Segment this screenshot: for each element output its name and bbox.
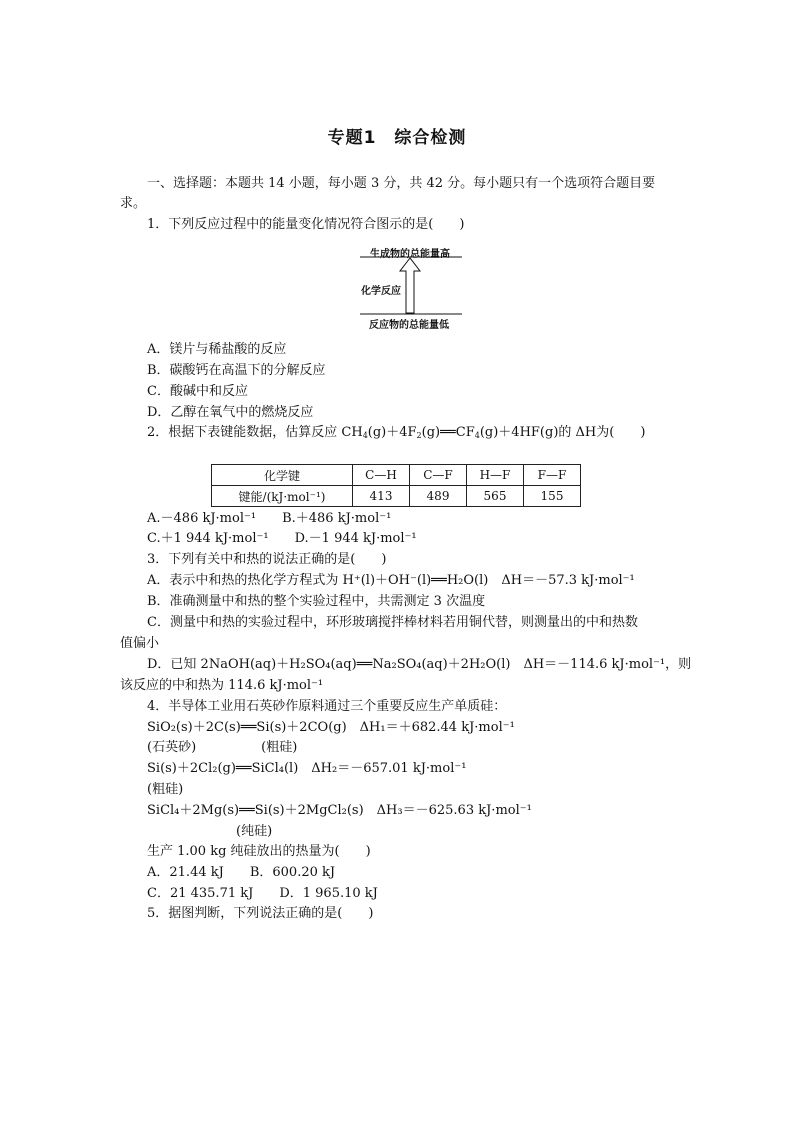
q2-stem-mid2: (g)══CF: [421, 425, 475, 440]
section-heading-line1: 一、选择题：本题共 14 小题，每小题 3 分，共 42 分。每小题只有一个选项符合题目要: [147, 176, 656, 191]
table-cell: 565: [467, 486, 524, 507]
diagram-top-label: 生成物的总能量高: [370, 249, 450, 260]
page-title: 专题1 综合检测: [327, 128, 467, 148]
q4-reaction-1: SiO₂(s)＋2C(s)══Si(s)＋2CO(g) ΔH₁＝＋682.44 kJ·mol⁻¹: [147, 720, 515, 735]
q5-stem: 5．据图判断，下列说法正确的是( ): [147, 906, 374, 921]
q2-stem-sub3: 4: [474, 431, 480, 440]
table-cell: 413: [353, 486, 410, 507]
q2-stem-sub2: 2: [416, 431, 422, 440]
q4-reaction-2-note: (粗硅): [147, 782, 184, 797]
q3-option-b: B．准确测量中和热的整个实验过程中，共需测定 3 次温度: [147, 594, 486, 609]
q3-option-a: A．表示中和热的热化学方程式为 H⁺(l)＋OH⁻(l)══H₂O(l) ΔH＝－57.3 kJ·mol⁻¹: [147, 573, 635, 588]
q2-stem-mid1: (g)＋4F: [367, 425, 417, 440]
q4-options-cd: C．21 435.71 kJ D．1 965.10 kJ: [147, 886, 378, 901]
q3-stem: 3．下列有关中和热的说法正确的是( ): [147, 552, 387, 567]
q3-option-c-line1: C．测量中和热的实验过程中，环形玻璃搅拌棒材料若用铜代替，则测量出的中和热数: [147, 615, 638, 630]
q3-option-c-line2: 值偏小: [120, 636, 160, 651]
q2-options-ab: A.－486 kJ·mol⁻¹ B.＋486 kJ·mol⁻¹: [147, 511, 392, 526]
q1-option-b: B．碳酸钙在高温下的分解反应: [147, 363, 326, 378]
diagram-bottom-label: 反应物的总能量低: [369, 320, 449, 331]
q2-stem-suffix: (g)＋4HF(g)的 ΔH为( ): [479, 425, 646, 440]
q3-option-d-line1: D．已知 2NaOH(aq)＋H₂SO₄(aq)══Na₂SO₄(aq)＋2H₂O(l) ΔH＝－114.6 kJ·mol⁻¹，则: [147, 657, 692, 672]
q4-options-ab: A．21.44 kJ B．600.20 kJ: [147, 865, 336, 880]
diagram-middle-label: 化学反应: [361, 286, 401, 297]
q2-stem: [147, 422, 645, 446]
q1-option-d: D．乙醇在氧气中的燃烧反应: [147, 405, 314, 420]
table-header-row: [212, 465, 581, 486]
q1-option-a: A．镁片与稀盐酸的反应: [147, 342, 287, 357]
q3-option-d-line2: 该反应的中和热为 114.6 kJ·mol⁻¹: [120, 678, 324, 693]
table-row: [212, 486, 581, 507]
table-cell: 键能/(kJ·mol⁻¹): [212, 486, 353, 507]
q4-reaction-2: Si(s)＋2Cl₂(g)══SiCl₄(l) ΔH₂＝－657.01 kJ·mol⁻¹: [147, 761, 467, 776]
q2-stem-prefix: 2．根据下表键能数据，估算反应 CH: [147, 425, 363, 440]
table-cell: 155: [524, 486, 581, 507]
energy-diagram: [358, 240, 466, 330]
q1-stem: 1．下列反应过程中的能量变化情况符合图示的是( ): [147, 217, 465, 232]
section-heading-line2: 求。: [120, 196, 147, 211]
table-header-cell: H—F: [467, 465, 524, 486]
q4-ask: 生产 1.00 kg 纯硅放出的热量为( ): [147, 844, 371, 859]
table-header-cell: C—H: [353, 465, 410, 486]
q1-option-c: C．酸碱中和反应: [147, 384, 248, 399]
q4-stem: 4．半导体工业用石英砂作原料通过三个重要反应生产单质硅：: [147, 699, 507, 714]
q4-reaction-3-note: (纯硅): [236, 824, 273, 839]
table-header-cell: F—F: [524, 465, 581, 486]
q2-options-cd: C.＋1 944 kJ·mol⁻¹ D.－1 944 kJ·mol⁻¹: [147, 531, 417, 546]
table-header-cell: C—F: [410, 465, 467, 486]
q2-stem-sub1: 4: [362, 431, 368, 440]
table-header-cell: 化学键: [212, 465, 353, 486]
q4-reaction-3: SiCl₄＋2Mg(s)══Si(s)＋2MgCl₂(s) ΔH₃＝－625.63 kJ·mol⁻¹: [147, 803, 532, 818]
table-cell: 489: [410, 486, 467, 507]
bond-energy-table: [211, 464, 581, 507]
q4-reaction-1-note: (石英砂) (粗硅): [147, 740, 298, 755]
